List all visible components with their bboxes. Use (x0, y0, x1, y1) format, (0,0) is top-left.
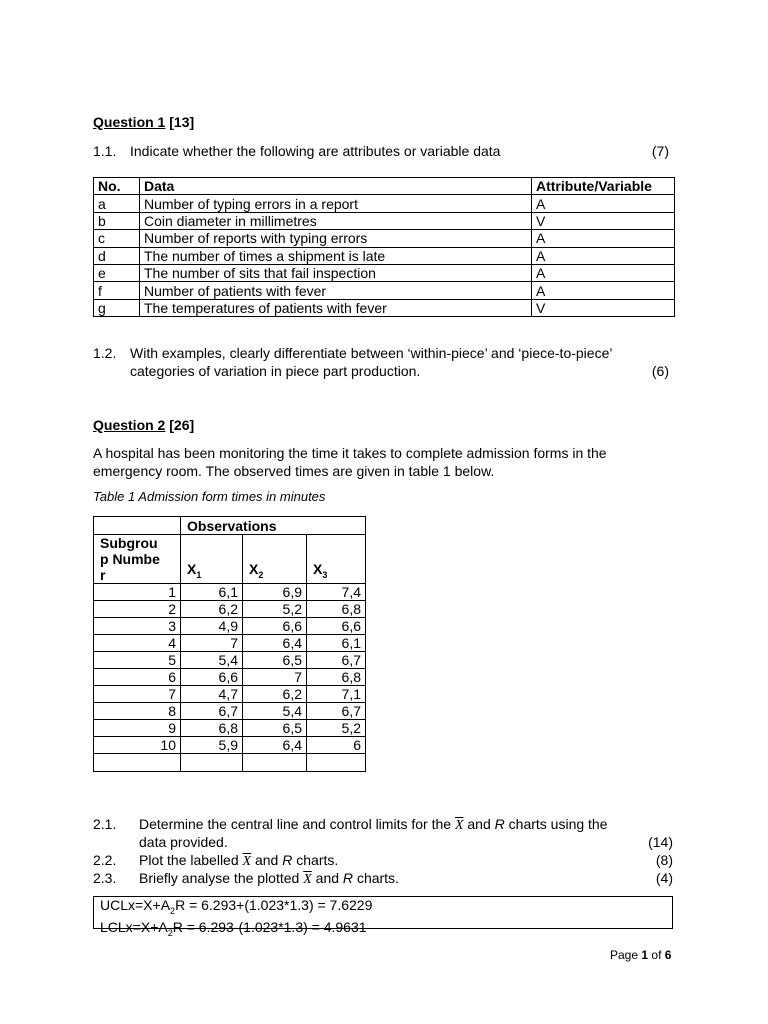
cell: c (94, 230, 140, 247)
table-caption: Table 1 Admission form times in minutes (93, 489, 326, 504)
ucl-sub: 2 (170, 905, 176, 916)
item-2-2-pre: Plot the labelled (139, 852, 239, 868)
table-row (94, 230, 675, 247)
table-row (94, 584, 366, 601)
cell (94, 517, 181, 535)
cell: Number of patients with fever (140, 282, 532, 299)
lcl-formula (100, 919, 666, 941)
item-1-2-number: 1.2. (93, 345, 117, 361)
table-row (94, 686, 366, 703)
cell: 6,6 (307, 618, 366, 635)
cell: Coin diameter in millimetres (140, 212, 532, 229)
page-number: 1 (641, 948, 649, 962)
cell: 5,2 (243, 601, 307, 618)
item-2-3-post: charts. (356, 870, 399, 886)
x3-header (307, 535, 366, 584)
item-2-2-marks: (8) (655, 852, 673, 868)
question-1-title: Question 1 (93, 114, 166, 130)
observations-label: Observations (181, 517, 366, 535)
question-2-heading (93, 417, 194, 433)
table-row (94, 703, 366, 720)
cell: 1 (94, 584, 181, 601)
cell: g (94, 299, 140, 316)
item-2-1-mid: and (467, 816, 491, 832)
observations-header-row (94, 517, 366, 535)
table-row (94, 618, 366, 635)
cell: 3 (94, 618, 181, 635)
item-2-2-number: 2.2. (93, 852, 117, 868)
table-row (94, 652, 366, 669)
q2-intro-line1: A hospital has been monitoring the time it takes to complete admission forms in the (93, 445, 607, 461)
cell: Number of reports with typing errors (140, 230, 532, 247)
cell: 9 (94, 720, 181, 737)
item-2-3-marks: (4) (655, 870, 673, 886)
item-2-1-line2: data provided. (139, 834, 228, 850)
x2-label: X (249, 561, 259, 578)
table-row (94, 720, 366, 737)
item-2-3-mid: and (315, 870, 340, 886)
page-label: Page (610, 948, 639, 962)
cell: 8 (94, 703, 181, 720)
cell: 7,4 (307, 584, 366, 601)
table-row (94, 264, 675, 281)
admission-times-table (93, 516, 366, 772)
x1-subscript: 1 (196, 570, 202, 580)
cell: 5 (94, 652, 181, 669)
cell: 6,8 (307, 669, 366, 686)
x3-subscript: 3 (322, 570, 328, 580)
cell: 6,7 (181, 703, 243, 720)
cell: 6,8 (307, 601, 366, 618)
xbar-symbol: $\overline{X}$ (242, 854, 252, 869)
question-1-marks: [13] (169, 114, 195, 130)
r-symbol: R (282, 852, 293, 868)
cell: a (94, 195, 140, 212)
cell: 7 (243, 669, 307, 686)
cell: The number of times a shipment is late (140, 247, 532, 264)
item-2-1-text (139, 815, 608, 835)
table-row (94, 195, 675, 212)
cell: 10 (94, 737, 181, 754)
question-1-heading (93, 114, 194, 130)
cell (181, 754, 243, 772)
item-2-1-number: 2.1. (93, 816, 117, 832)
cell: 4,7 (181, 686, 243, 703)
item-1-1-marks: (7) (651, 143, 669, 159)
cell: 6,6 (181, 669, 243, 686)
cell (243, 754, 307, 772)
cell: V (532, 212, 675, 229)
cell: Number of typing errors in a report (140, 195, 532, 212)
of-label: of (651, 948, 662, 962)
x1-header (181, 535, 243, 584)
cell: 4,9 (181, 618, 243, 635)
cell: The number of sits that fail inspection (140, 264, 532, 281)
table-header-row (94, 178, 675, 195)
table-row (94, 737, 366, 754)
cell: 6,5 (243, 652, 307, 669)
x2-subscript: 2 (258, 570, 264, 580)
cell: 7,1 (307, 686, 366, 703)
table-row (94, 635, 366, 652)
xbar-symbol: $\overline{X}$ (303, 872, 312, 887)
table-row (94, 282, 675, 299)
r-symbol: R (342, 870, 354, 886)
item-2-1-pre: Determine the central line and control limits for the (139, 816, 452, 832)
cell: 6,5 (243, 720, 307, 737)
cell: e (94, 264, 140, 281)
subgroup-number-header (94, 535, 181, 584)
cell: A (532, 195, 675, 212)
x2-header (243, 535, 307, 584)
cell: V (532, 299, 675, 316)
cell: A (532, 230, 675, 247)
question-2-title: Question 2 (93, 417, 166, 433)
ucl-formula (100, 897, 666, 919)
question-2-marks: [26] (169, 417, 195, 433)
cell: A (532, 282, 675, 299)
item-1-1-text: Indicate whether the following are attributes or variable data (130, 143, 501, 159)
table-row (94, 247, 675, 264)
attribute-variable-table (93, 177, 675, 317)
cell: f (94, 282, 140, 299)
cell: 5,4 (181, 652, 243, 669)
table-row (94, 669, 366, 686)
r-symbol: R (494, 816, 505, 832)
table-row (94, 299, 675, 316)
item-2-2-text (139, 851, 338, 871)
lcl-pre: LCLx=X+A (100, 918, 168, 935)
page-footer (610, 948, 671, 962)
cell: 5,2 (307, 720, 366, 737)
cell: 6,9 (243, 584, 307, 601)
cell: 5,9 (181, 737, 243, 754)
cell: 5,4 (243, 703, 307, 720)
cell: 6,7 (307, 652, 366, 669)
cell: d (94, 247, 140, 264)
item-2-3-text (139, 869, 399, 889)
column-header-row (94, 535, 366, 584)
x3-label: X (313, 561, 323, 578)
item-2-3-number: 2.3. (93, 870, 117, 886)
header-data: Data (140, 178, 532, 195)
item-2-1-post: charts using the (508, 816, 608, 832)
cell: The temperatures of patients with fever (140, 299, 532, 316)
cell: 6,1 (181, 584, 243, 601)
cell: 6,1 (307, 635, 366, 652)
cell: 6,4 (243, 635, 307, 652)
item-2-2-post: charts. (296, 852, 339, 868)
cell: A (532, 247, 675, 264)
ucl-post: R = 6.293+(1.023*1.3) = 7.6229 (175, 897, 373, 913)
header-no: No. (94, 178, 140, 195)
cell: 7 (94, 686, 181, 703)
cell: 6,2 (243, 686, 307, 703)
cell: 6 (307, 737, 366, 754)
table-row (94, 212, 675, 229)
empty-row (94, 754, 366, 772)
answer-box (93, 896, 673, 938)
item-1-1-number: 1.1. (93, 143, 117, 159)
cell: A (532, 264, 675, 281)
cell: 6,6 (243, 618, 307, 635)
cell: 6,4 (243, 737, 307, 754)
table-row (94, 601, 366, 618)
item-1-2-line2: categories of variation in piece part production. (130, 363, 421, 379)
page-total: 6 (664, 948, 672, 962)
item-2-2-mid: and (254, 852, 279, 868)
lcl-post: R = 6.293-(1.023*1.3) = 4.9631 (172, 918, 367, 935)
cell: 4 (94, 635, 181, 652)
xbar-symbol: $\overline{X}$ (454, 818, 464, 833)
cell (94, 754, 181, 772)
ucl-pre: UCLx=X+A (100, 897, 171, 913)
item-1-2-marks: (6) (651, 363, 669, 379)
q2-intro-line2: emergency room. The observed times are given in table 1 below. (93, 463, 495, 479)
cell (307, 754, 366, 772)
cell: 7 (181, 635, 243, 652)
cell: 2 (94, 601, 181, 618)
subgroup-number-label: Subgrou p Number (100, 535, 160, 583)
cell: 6 (94, 669, 181, 686)
x1-label: X (187, 561, 197, 578)
item-1-2-line1: With examples, clearly differentiate between ‘within-piece’ and ‘piece-to-piece’ (130, 345, 613, 361)
item-2-1-marks: (14) (648, 834, 673, 850)
cell: 6,2 (181, 601, 243, 618)
header-attribute-variable: Attribute/Variable (532, 178, 675, 195)
cell: 6,8 (181, 720, 243, 737)
cell: b (94, 212, 140, 229)
cell: 6,7 (307, 703, 366, 720)
lcl-sub: 2 (167, 927, 173, 938)
item-2-3-pre: Briefly analyse the plotted (139, 870, 300, 886)
